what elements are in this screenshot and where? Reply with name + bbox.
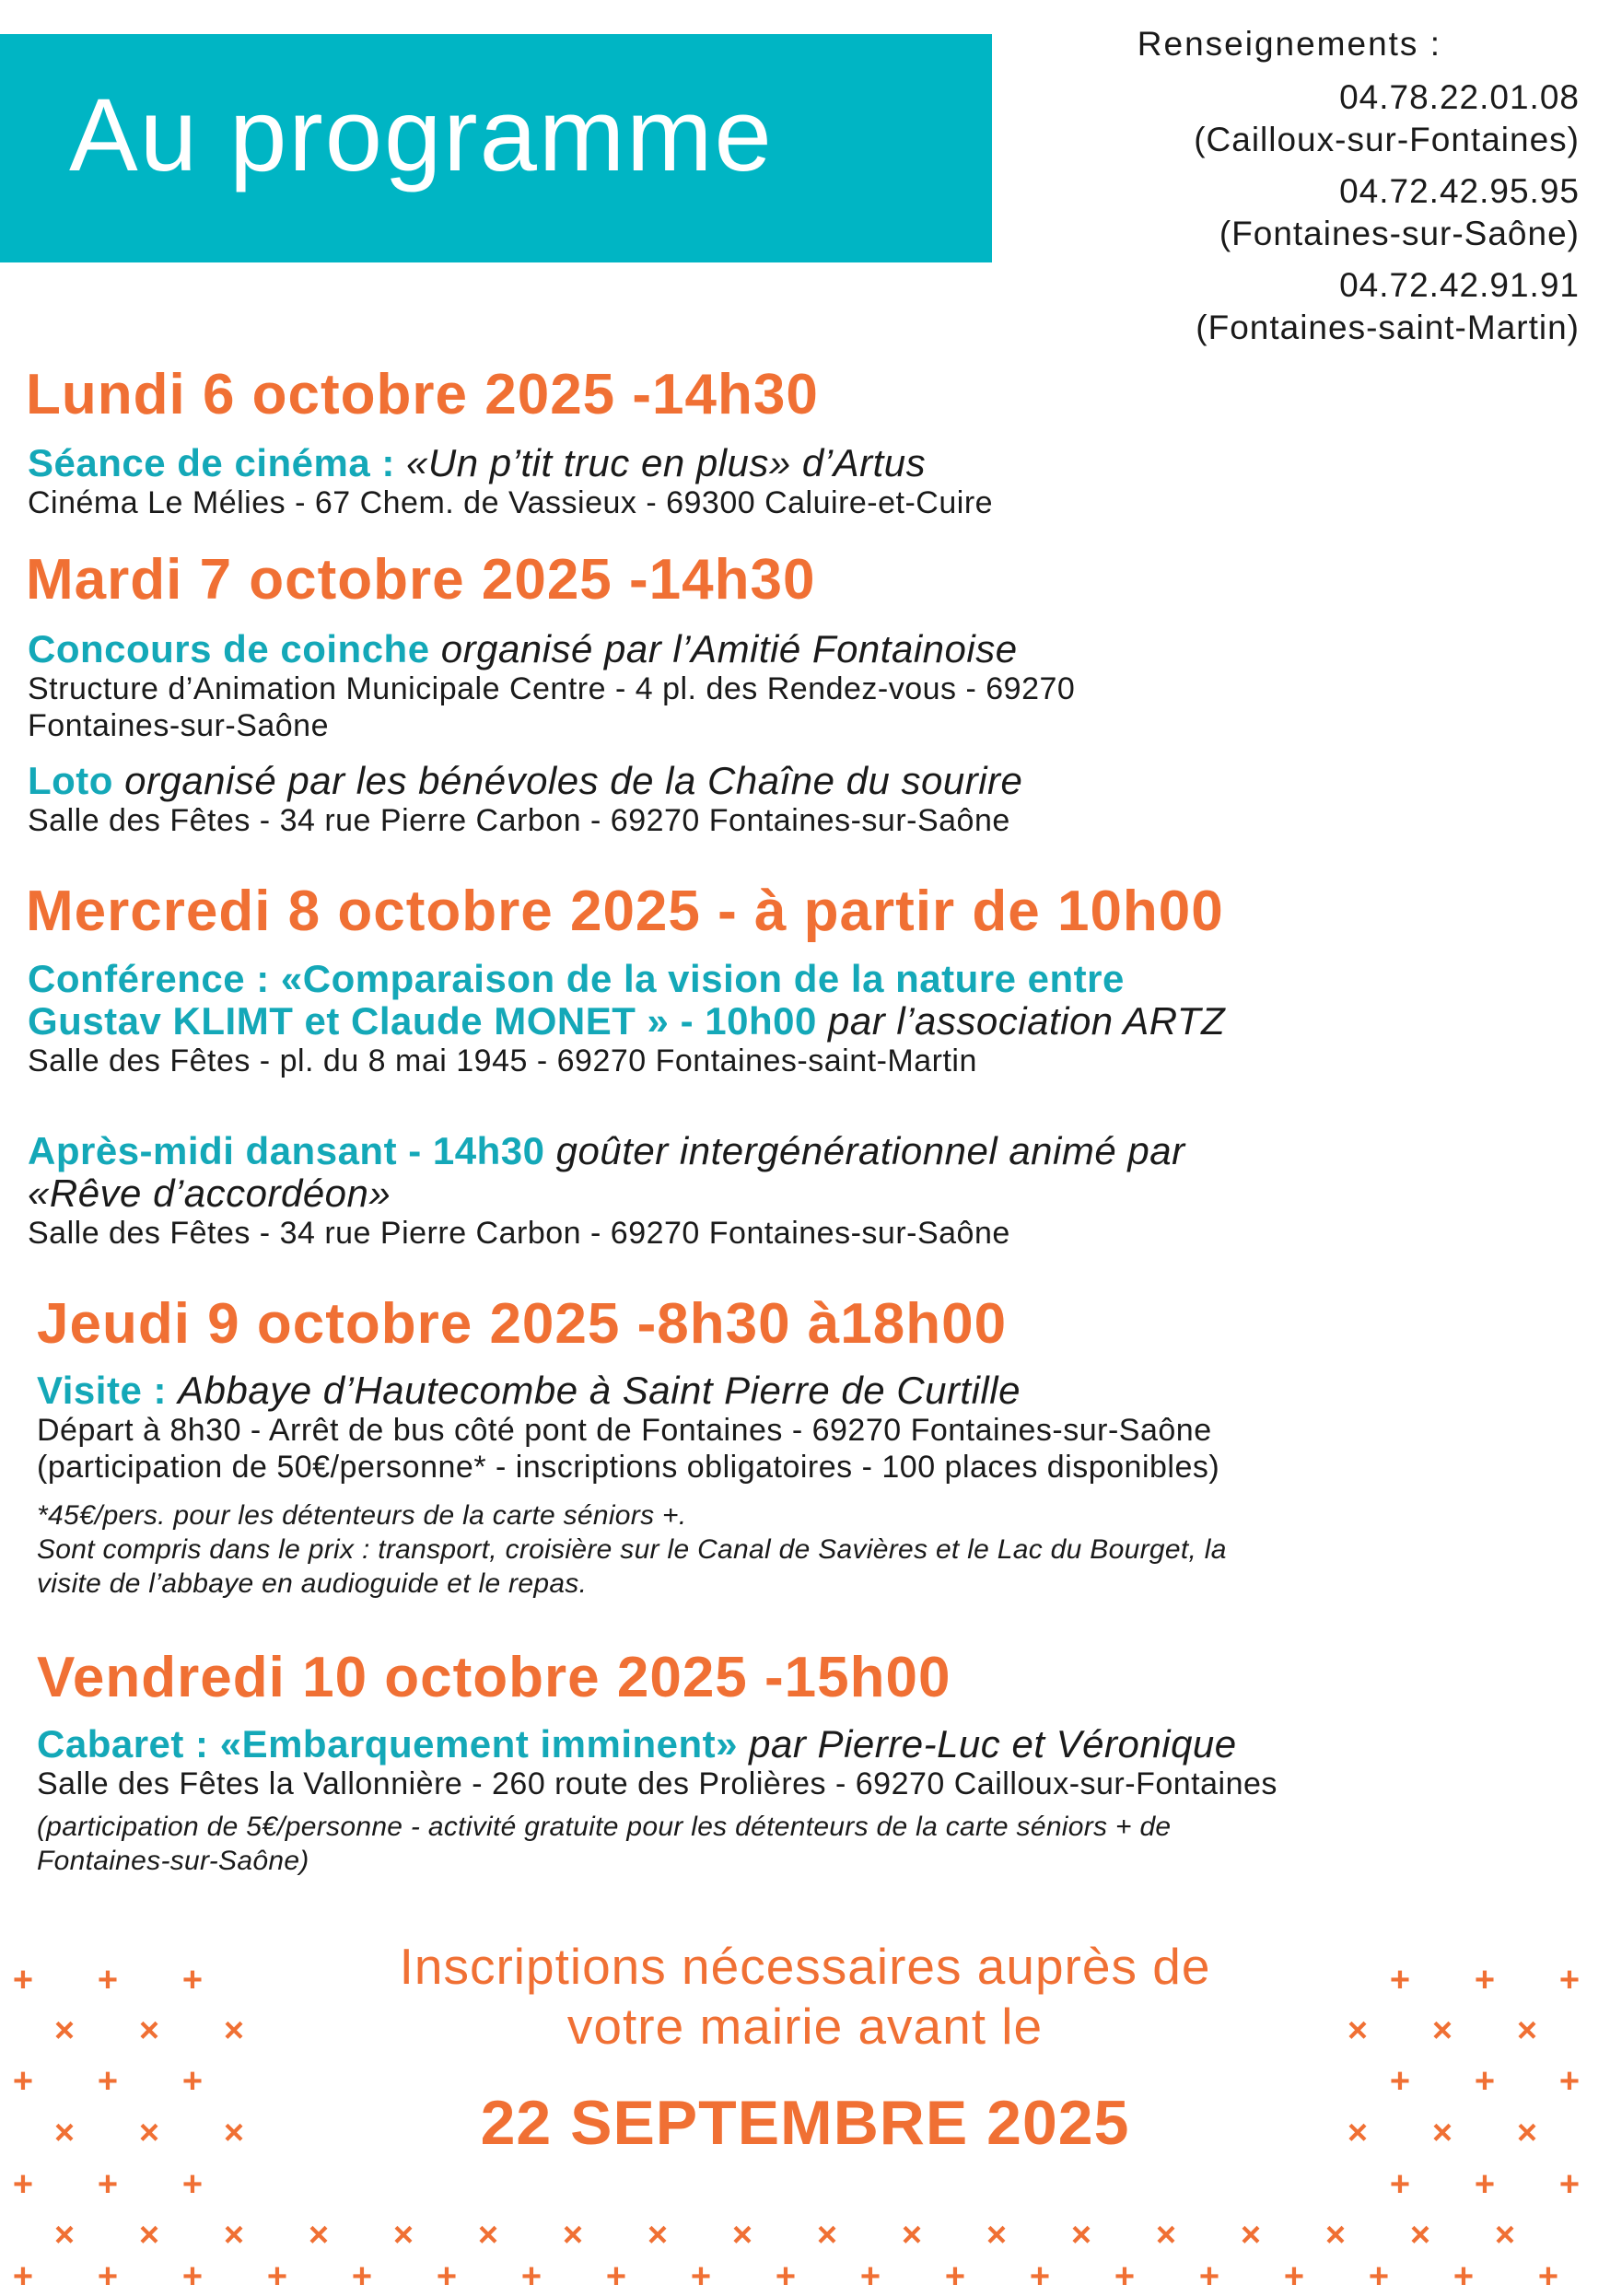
event-description: «Un p’tit truc en plus» d’Artus [406, 441, 927, 484]
plus-decoration-icon: + [690, 2257, 712, 2296]
plus-decoration-icon: + [266, 2257, 288, 2296]
event-location: Fontaines-sur-Saône [28, 708, 330, 743]
cross-decoration-icon: × [986, 2216, 1008, 2255]
cross-decoration-icon: × [1409, 2216, 1431, 2255]
plus-decoration-icon: + [436, 2257, 458, 2296]
cross-decoration-icon: × [1347, 2114, 1369, 2152]
plus-decoration-icon: + [1198, 2257, 1220, 2296]
event-note: Sont compris dans le prix : transport, croisière sur le Canal de Savières et le Lac du Bourget, la [37, 1534, 1227, 1565]
cross-decoration-icon: × [477, 2216, 499, 2255]
event-location: Départ à 8h30 - Arrêt de bus côté pont de Fontaines - 69270 Fontaines-sur-Saône [37, 1413, 1212, 1448]
plus-decoration-icon: + [1283, 2257, 1305, 2296]
plus-decoration-icon: + [1368, 2257, 1390, 2296]
cross-decoration-icon: × [53, 2011, 76, 2050]
event-description: organisé par l’Amitié Fontainoise [429, 627, 1018, 670]
event-location: Salle des Fêtes - pl. du 8 mai 1945 - 69270 Fontaines-saint-Martin [28, 1043, 977, 1078]
event-type: Visite : [37, 1369, 179, 1412]
cross-decoration-icon: × [138, 2216, 160, 2255]
plus-decoration-icon: + [1558, 2062, 1581, 2101]
day-heading: Mercredi 8 octobre 2025 - à partir de 10h00 [26, 880, 1224, 943]
event-description: par l’association ARTZ [816, 999, 1226, 1043]
event-location: Structure d’Animation Municipale Centre - 4 pl. des Rendez-vous - 69270 [28, 671, 1076, 706]
cross-decoration-icon: × [1070, 2216, 1092, 2255]
plus-decoration-icon: + [605, 2257, 627, 2296]
cross-decoration-icon: × [1155, 2216, 1177, 2255]
event-location: Salle des Fêtes - 34 rue Pierre Carbon - 69270 Fontaines-sur-Saône [28, 1216, 1010, 1251]
day-heading: Mardi 7 octobre 2025 -14h30 [26, 548, 816, 612]
cross-decoration-icon: × [392, 2216, 414, 2255]
plus-decoration-icon: + [944, 2257, 966, 2296]
cross-decoration-icon: × [223, 2216, 245, 2255]
event-type: Loto [28, 759, 113, 802]
cross-decoration-icon: × [1431, 2114, 1453, 2152]
cross-decoration-icon: × [1494, 2216, 1516, 2255]
event-cinema [28, 442, 1575, 521]
plus-decoration-icon: + [1474, 1961, 1496, 1999]
plus-decoration-icon: + [1474, 2062, 1496, 2101]
event-description: «Rêve d’accordéon» [28, 1171, 391, 1215]
contact-info [1064, 23, 1580, 349]
plus-decoration-icon: + [1537, 2257, 1559, 2296]
cross-decoration-icon: × [53, 2216, 76, 2255]
event-coinche [28, 628, 1575, 744]
contact-city: (Fontaines-saint-Martin) [1196, 309, 1580, 346]
cross-decoration-icon: × [731, 2216, 753, 2255]
event-type: Concours de coinche [28, 627, 430, 670]
event-description: par Pierre-Luc et Véronique [738, 1722, 1237, 1766]
registration-notice: votre mairie avant le [566, 1998, 1044, 2055]
cross-decoration-icon: × [1516, 2011, 1538, 2050]
event-visit [37, 1369, 1584, 1601]
cross-decoration-icon: × [1431, 2011, 1453, 2050]
event-location: Salle des Fêtes la Vallonnière - 260 route des Prolières - 69270 Cailloux-sur-Fontaines [37, 1766, 1278, 1801]
plus-decoration-icon: + [1114, 2257, 1136, 2296]
event-conference [28, 958, 1575, 1079]
event-type: Après-midi dansant - 14h30 [28, 1129, 545, 1172]
plus-decoration-icon: + [181, 2062, 204, 2101]
contact-city: (Cailloux-sur-Fontaines) [1194, 121, 1580, 158]
plus-decoration-icon: + [1452, 2257, 1475, 2296]
event-cabaret [37, 1723, 1584, 1878]
event-location: (participation de 50€/personne* - inscriptions obligatoires - 100 places disponibles) [37, 1450, 1220, 1485]
plus-decoration-icon: + [1389, 2165, 1411, 2204]
contact-phone: 04.72.42.95.95 [1339, 172, 1580, 210]
registration-notice: Inscriptions nécessaires auprès de [399, 1938, 1211, 1995]
cross-decoration-icon: × [901, 2216, 923, 2255]
plus-decoration-icon: + [12, 2062, 34, 2101]
plus-decoration-icon: + [1389, 1961, 1411, 1999]
plus-decoration-icon: + [1389, 2062, 1411, 2101]
plus-decoration-icon: + [1558, 2165, 1581, 2204]
event-location: Cinéma Le Mélies - 67 Chem. de Vassieux - 69300 Caluire-et-Cuire [28, 485, 994, 520]
cross-decoration-icon: × [816, 2216, 838, 2255]
event-note: (participation de 5€/personne - activité gratuite pour les détenteurs de la carte séniors + de [37, 1812, 1172, 1842]
event-dance [28, 1130, 1575, 1252]
plus-decoration-icon: + [1474, 2165, 1496, 2204]
cross-decoration-icon: × [308, 2216, 330, 2255]
info-title: Renseignements : [1137, 25, 1441, 63]
cross-decoration-icon: × [138, 2114, 160, 2152]
event-note: Fontaines-sur-Saône) [37, 1846, 309, 1876]
plus-decoration-icon: + [1558, 1961, 1581, 1999]
plus-decoration-icon: + [12, 2165, 34, 2204]
event-note: visite de l’abbaye en audioguide et le repas. [37, 1568, 588, 1599]
plus-decoration-icon: + [181, 2257, 204, 2296]
plus-decoration-icon: + [97, 1961, 119, 1999]
plus-decoration-icon: + [775, 2257, 797, 2296]
plus-decoration-icon: + [12, 1961, 34, 1999]
plus-decoration-icon: + [520, 2257, 542, 2296]
event-location: Salle des Fêtes - 34 rue Pierre Carbon - 69270 Fontaines-sur-Saône [28, 803, 1010, 838]
plus-decoration-icon: + [351, 2257, 373, 2296]
event-type: Conférence : «Comparaison de la vision de la nature entre [28, 957, 1125, 1000]
cross-decoration-icon: × [223, 2011, 245, 2050]
plus-decoration-icon: + [181, 1961, 204, 1999]
page-title: Au programme [69, 77, 774, 192]
cross-decoration-icon: × [138, 2011, 160, 2050]
plus-decoration-icon: + [97, 2165, 119, 2204]
plus-decoration-icon: + [1029, 2257, 1051, 2296]
day-heading: Lundi 6 octobre 2025 -14h30 [26, 363, 819, 426]
event-description: goûter intergénérationnel animé par [544, 1129, 1185, 1172]
contact-city: (Fontaines-sur-Saône) [1219, 215, 1580, 252]
plus-decoration-icon: + [181, 2165, 204, 2204]
plus-decoration-icon: + [97, 2062, 119, 2101]
event-type: Séance de cinéma : [28, 441, 407, 484]
cross-decoration-icon: × [647, 2216, 669, 2255]
event-loto [28, 760, 1575, 839]
event-note: *45€/pers. pour les détenteurs de la carte séniors +. [37, 1500, 687, 1531]
cross-decoration-icon: × [562, 2216, 584, 2255]
event-description: organisé par les bénévoles de la Chaîne du sourire [112, 759, 1023, 802]
plus-decoration-icon: + [12, 2257, 34, 2296]
contact-phone: 04.72.42.91.91 [1339, 266, 1580, 304]
contact-phone: 04.78.22.01.08 [1339, 78, 1580, 116]
registration-deadline: 22 SEPTEMBRE 2025 [480, 2088, 1130, 2158]
event-type: Gustav KLIMT et Claude MONET » - 10h00 [28, 999, 817, 1043]
event-type: Cabaret : «Embarquement imminent» [37, 1722, 739, 1766]
cross-decoration-icon: × [53, 2114, 76, 2152]
day-heading: Jeudi 9 octobre 2025 -8h30 à18h00 [37, 1292, 1008, 1356]
title-banner [0, 34, 992, 262]
cross-decoration-icon: × [223, 2114, 245, 2152]
plus-decoration-icon: + [97, 2257, 119, 2296]
plus-decoration-icon: + [859, 2257, 881, 2296]
cross-decoration-icon: × [1516, 2114, 1538, 2152]
day-heading: Vendredi 10 octobre 2025 -15h00 [37, 1646, 951, 1709]
event-description: Abbaye d’Hautecombe à Saint Pierre de Curtille [178, 1369, 1021, 1412]
cross-decoration-icon: × [1240, 2216, 1262, 2255]
cross-decoration-icon: × [1347, 2011, 1369, 2050]
cross-decoration-icon: × [1324, 2216, 1347, 2255]
